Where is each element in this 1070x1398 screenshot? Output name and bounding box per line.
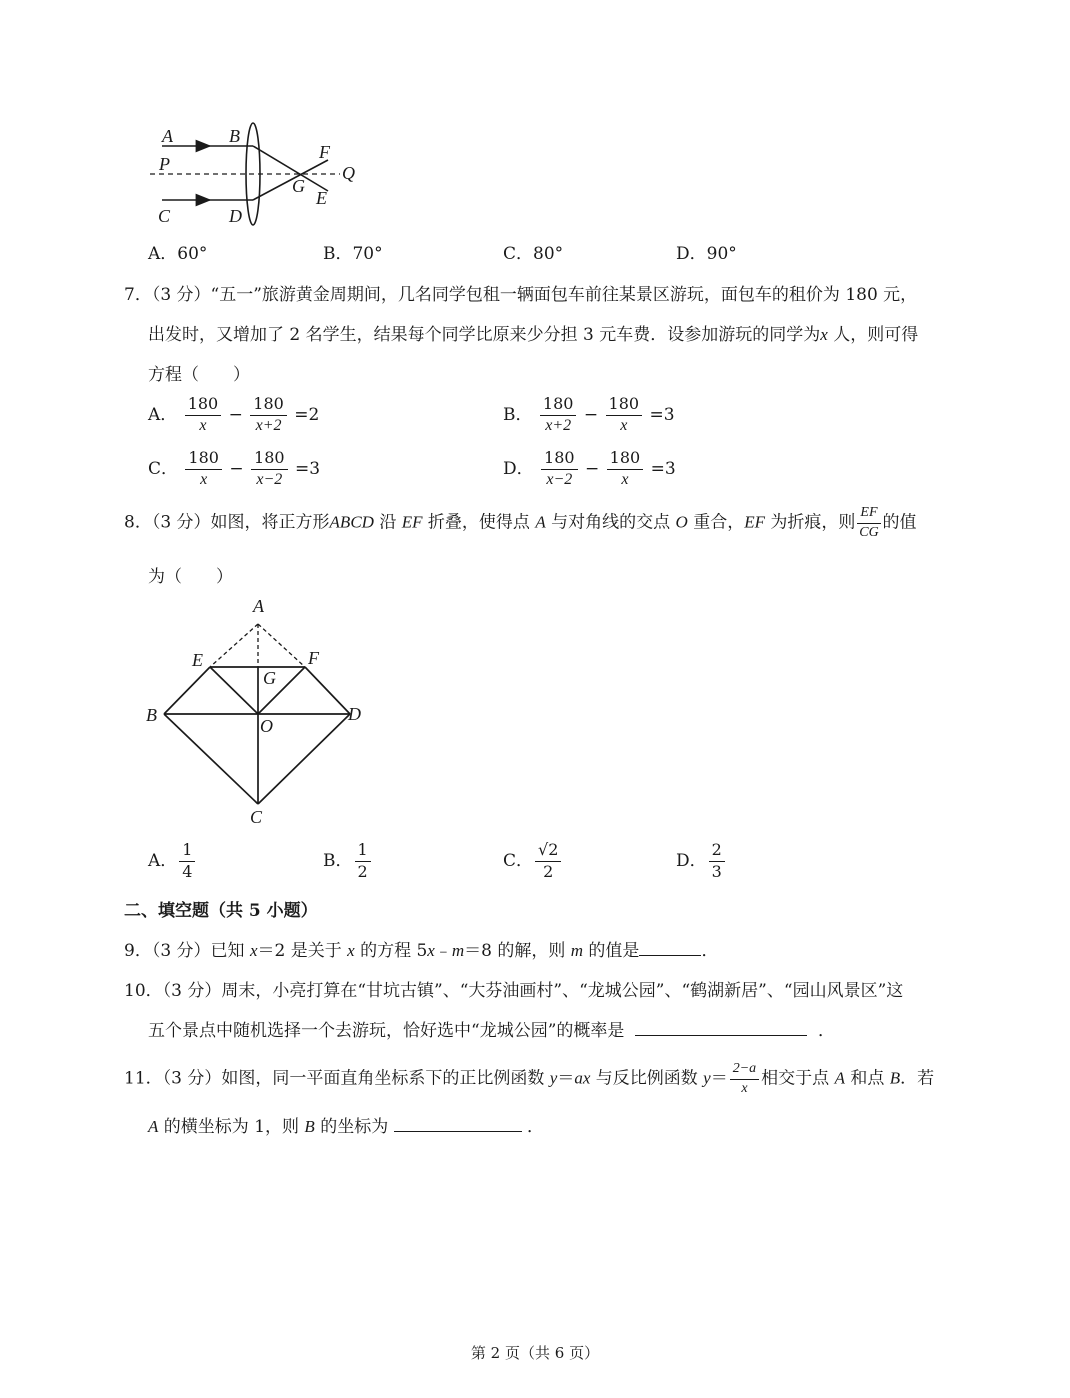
var: B xyxy=(889,1068,901,1088)
label-e: E xyxy=(192,650,203,670)
option-label: A． xyxy=(148,850,178,871)
q8-option-c xyxy=(503,842,563,881)
operator: − xyxy=(585,458,600,479)
numerator: 2 xyxy=(709,842,725,862)
q7-line2-b: 人，则可得 xyxy=(827,325,919,345)
text: 的值是 xyxy=(583,941,640,961)
seg-eb xyxy=(164,667,210,714)
q8-option-a xyxy=(148,842,197,881)
label-e: E xyxy=(316,188,327,208)
operator: − xyxy=(229,458,244,479)
label-c: C xyxy=(158,206,171,226)
text: 与反比例函数 xyxy=(590,1068,704,1089)
label-a: A xyxy=(253,596,264,616)
section-heading: 二、填空题（共 5 小题） xyxy=(124,901,318,921)
var: m xyxy=(570,941,584,960)
q7-stem-line2 xyxy=(148,320,918,345)
label-g: G xyxy=(292,176,305,196)
numerator: 180 xyxy=(541,450,578,470)
denominator: CG xyxy=(859,524,879,540)
label-q: Q xyxy=(342,163,355,183)
text: ． xyxy=(701,941,719,961)
label-o: O xyxy=(260,716,273,736)
text: 的横坐标为 1，则 xyxy=(158,1117,305,1137)
var: m xyxy=(451,941,465,960)
text: 9．（3 分）已知 xyxy=(124,941,250,961)
operator: − xyxy=(228,404,243,425)
numerator: 180 xyxy=(185,450,222,470)
square-fold-figure xyxy=(140,596,380,828)
rhs: =3 xyxy=(649,404,675,425)
rhs: =3 xyxy=(650,458,676,479)
numerator: 1 xyxy=(179,842,195,862)
var: O xyxy=(675,512,688,532)
numerator: 180 xyxy=(607,450,644,470)
q6-option-c: C．80° xyxy=(503,244,564,264)
q8-stem-line1 xyxy=(124,506,917,540)
text: 和点 xyxy=(844,1068,890,1089)
q6-option-b: B．70° xyxy=(323,244,383,264)
option-label: B． xyxy=(323,850,353,871)
q7-var-x: x xyxy=(820,325,828,344)
text: ＝8 的解，则 xyxy=(464,941,571,961)
q6-option-d: D．90° xyxy=(676,244,737,264)
answer-blank[interactable] xyxy=(635,1019,807,1036)
denominator: x−2 xyxy=(256,470,283,488)
option-label: D． xyxy=(503,458,534,479)
var: y xyxy=(549,1068,558,1088)
numerator: 180 xyxy=(185,396,222,416)
text: 的坐标为 xyxy=(314,1117,389,1137)
var: EF xyxy=(401,512,423,532)
var: EF xyxy=(744,512,766,532)
rhs: =2 xyxy=(294,404,320,425)
denominator: x xyxy=(200,470,208,488)
numerator: EF xyxy=(857,506,880,524)
numerator: 180 xyxy=(606,396,643,416)
text: 的方程 5 xyxy=(354,941,428,961)
q8-option-d xyxy=(676,842,727,881)
denominator: x xyxy=(620,416,628,434)
q7-option-c xyxy=(148,450,320,489)
text: ． xyxy=(527,1117,545,1137)
label-b: B xyxy=(229,126,240,146)
q8-stem-line2: 为（ ） xyxy=(148,567,233,587)
q7-stem-line1: 7．（3 分）“五一”旅游黄金周期间，几名同学包租一辆面包车前往某景区游玩，面包车的租价为 180 元， xyxy=(124,285,918,305)
numerator: 180 xyxy=(250,396,287,416)
text: ﹣ xyxy=(434,941,452,961)
denominator: x+2 xyxy=(545,416,572,434)
label-b: B xyxy=(146,705,157,725)
text: 折叠，使得点 xyxy=(422,512,536,533)
q9-stem xyxy=(124,936,718,961)
text: 11．（3 分）如图，同一平面直角坐标系下的正比例函数 xyxy=(124,1068,550,1089)
denominator: 2 xyxy=(543,861,554,881)
seg-bc xyxy=(164,714,258,804)
q11-stem-line1 xyxy=(124,1062,934,1096)
label-f: F xyxy=(319,142,330,162)
text: 五个景点中随机选择一个去游玩，恰好选中“龙城公园”的概率是 xyxy=(148,1021,625,1041)
seg-fd xyxy=(305,667,350,714)
label-c: C xyxy=(250,807,263,827)
text: ＝ xyxy=(710,1068,728,1089)
denominator: x+2 xyxy=(255,416,282,434)
answer-blank[interactable] xyxy=(394,1115,522,1132)
q8-option-b xyxy=(323,842,373,881)
label-f: F xyxy=(308,648,319,668)
numerator: 180 xyxy=(251,450,288,470)
numerator: 180 xyxy=(540,396,577,416)
var: ax xyxy=(574,1068,591,1088)
seg-eo xyxy=(210,667,258,714)
var: A xyxy=(148,1117,159,1136)
text: 8．（3 分）如图，将正方形 xyxy=(124,512,330,533)
denominator: x xyxy=(741,1080,748,1096)
numerator: √2 xyxy=(535,842,561,862)
text: 重合， xyxy=(687,512,745,533)
text: 相交于点 xyxy=(761,1068,835,1089)
label-a: A xyxy=(162,126,173,146)
q10-stem-line2 xyxy=(148,1016,835,1041)
option-label: C． xyxy=(148,458,179,479)
fold-dash-ae xyxy=(210,624,258,667)
text: ．若 xyxy=(900,1068,935,1089)
option-label: C． xyxy=(503,850,534,871)
var: y xyxy=(703,1068,711,1088)
q7-option-a xyxy=(148,396,319,435)
text: 的值 xyxy=(882,512,917,533)
q7-option-b xyxy=(503,396,675,435)
ray-be xyxy=(253,146,328,191)
var: A xyxy=(834,1068,845,1088)
q7-line2-a: 出发时，又增加了 2 名学生，结果每个同学比原来少分担 3 元车费．设参加游玩的同学为 xyxy=(148,325,821,345)
label-d: D xyxy=(229,206,242,226)
option-label: B． xyxy=(503,404,533,425)
denominator: x−2 xyxy=(546,470,573,488)
numerator: 1 xyxy=(355,842,371,862)
text: 为折痕，则 xyxy=(765,512,856,533)
operator: − xyxy=(583,404,599,425)
q6-option-a: A．60° xyxy=(148,244,208,264)
page-footer: 第 2 页（共 6 页） xyxy=(470,1344,600,1362)
var: x xyxy=(427,941,435,960)
var: x xyxy=(347,941,355,960)
answer-blank[interactable] xyxy=(639,939,701,956)
text: 与对角线的交点 xyxy=(545,512,676,533)
label-p: P xyxy=(159,154,170,174)
text: 沿 xyxy=(373,512,402,533)
text: ． xyxy=(818,1021,836,1041)
label-g: G xyxy=(263,668,276,688)
option-label: A． xyxy=(148,404,178,425)
denominator: 2 xyxy=(357,861,368,881)
rhs: =3 xyxy=(294,458,321,479)
option-label: D． xyxy=(676,850,707,871)
q10-stem-line1: 10．（3 分）周末，小亮打算在“甘坑古镇”、“大芬油画村”、“龙城公园”、“鹤湖新居”、“园山风景区”这 xyxy=(124,981,904,1001)
lens-figure xyxy=(140,118,370,236)
q11-stem-line2 xyxy=(148,1112,544,1137)
var: ABCD xyxy=(329,512,374,532)
denominator: 4 xyxy=(182,861,193,881)
numerator: 2−a xyxy=(730,1062,759,1080)
text: ＝ xyxy=(557,1068,575,1089)
var: A xyxy=(535,512,546,532)
q7-option-d xyxy=(503,450,676,489)
text: ＝2 是关于 xyxy=(257,941,348,961)
q7-stem-line3: 方程（ ） xyxy=(148,365,250,385)
denominator: 3 xyxy=(711,861,722,881)
fold-dash-af xyxy=(258,624,305,667)
denominator: x xyxy=(199,416,207,434)
denominator: x xyxy=(621,470,629,488)
var: B xyxy=(304,1117,315,1136)
label-d: D xyxy=(348,704,361,724)
var: x xyxy=(249,941,258,960)
